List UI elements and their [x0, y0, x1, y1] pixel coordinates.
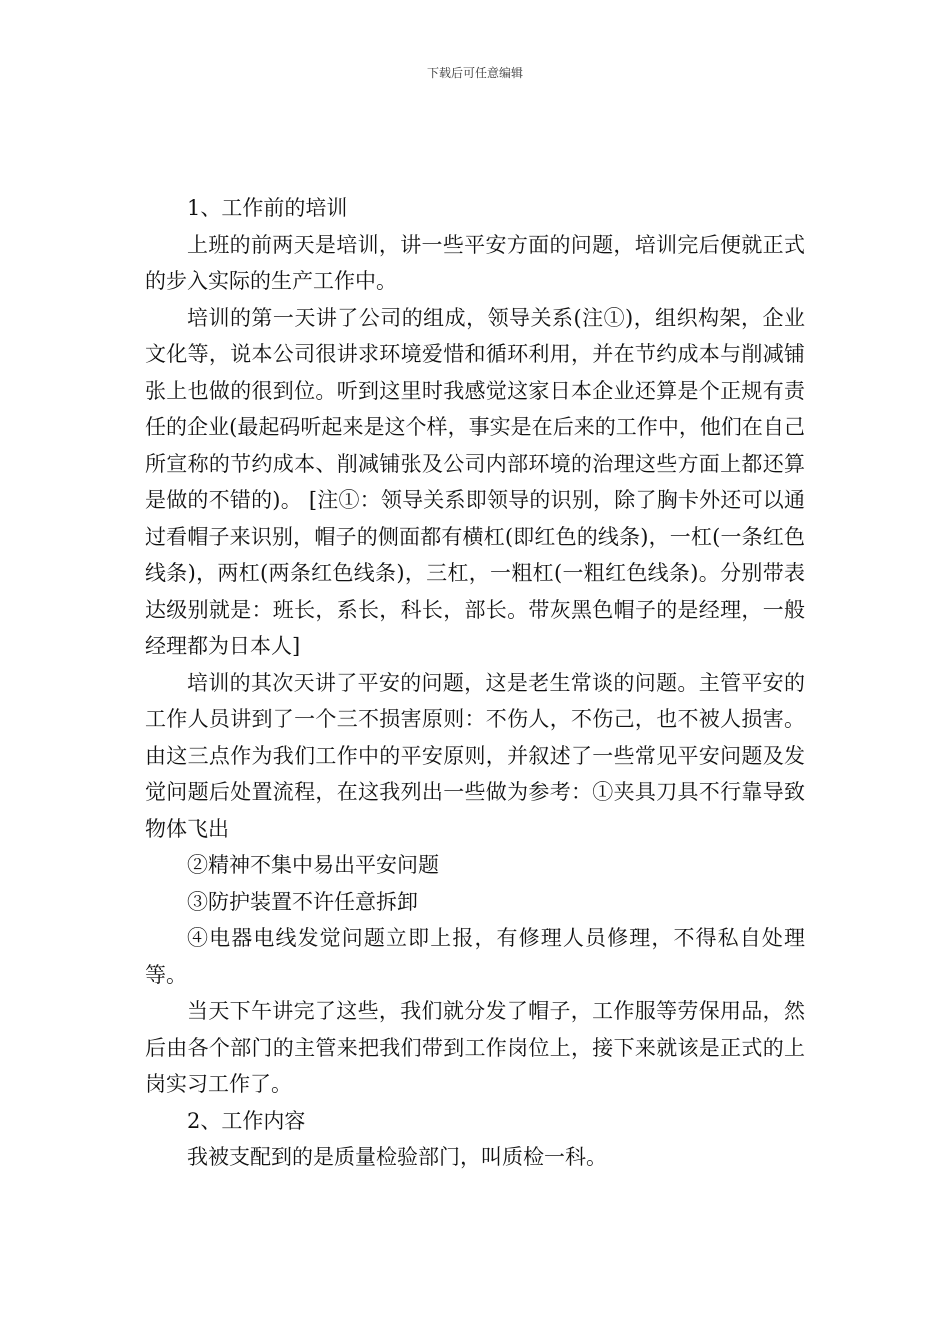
paragraph: 当天下午讲完了这些，我们就分发了帽子，工作服等劳保用品，然后由各个部门的主管来把我们带到工作岗位上，接下来就该是正式的上岗实习工作了。	[145, 999, 805, 1096]
section-heading-work-content: 2、工作内容	[187, 1108, 306, 1133]
paragraph: 培训的第一天讲了公司的组成，领导关系(注①)，组织构架，企业文化等，说本公司很讲求环境爱惜和循环利用，并在节约成本与削减铺张上也做的很到位。听到这里时我感觉这家日本企业还算是个正规有责任的企业(最起码听起来是这个样，事实是在后来的工作中，他们在自己所宣称的节约成本、削减铺张及公司内部环境的治理这些方面上都还算是做的不错的)。 [注①：领导关系即领导的识别，除了胸卡外还可以通过看帽子来识别，帽子的侧面都有横杠(即红色的线条)，一杠(一条红色线条)，两杠(两条红色线条)，三杠，一粗杠(一粗红色线条)。分别带表达级别就是：班长，系长，科长，部长。带灰黑色帽子的是经理，一般经理都为日本人]	[145, 305, 805, 658]
section-heading-training: 1、工作前的培训	[187, 196, 348, 220]
paragraph: 我被支配到的是质量检验部门，叫质检一科。	[187, 1145, 607, 1169]
list-item: ②精神不集中易出平安问题	[187, 853, 439, 877]
paragraph: 培训的其次天讲了平安的问题，这是老生常谈的问题。主管平安的工作人员讲到了一个三不损害原则：不伤人，不伤己，也不被人损害。 由这三点作为我们工作中的平安原则，并叙述了一些常见平安问题及发觉问题后处置流程，在这我列出一些做为参考：①夹具刀具不行靠导致物体飞出	[145, 670, 805, 841]
header-note: 下载后可任意编辑	[426, 66, 523, 80]
paragraph: 上班的前两天是培训，讲一些平安方面的问题，培训完后便就正式的步入实际的生产工作中。	[145, 232, 805, 293]
document-body	[145, 190, 805, 1176]
list-item: ③防护装置不许任意拆卸	[187, 889, 418, 914]
list-item: ④电器电线发觉问题立即上报，有修理人员修理，不得私自处理等。	[145, 926, 805, 987]
